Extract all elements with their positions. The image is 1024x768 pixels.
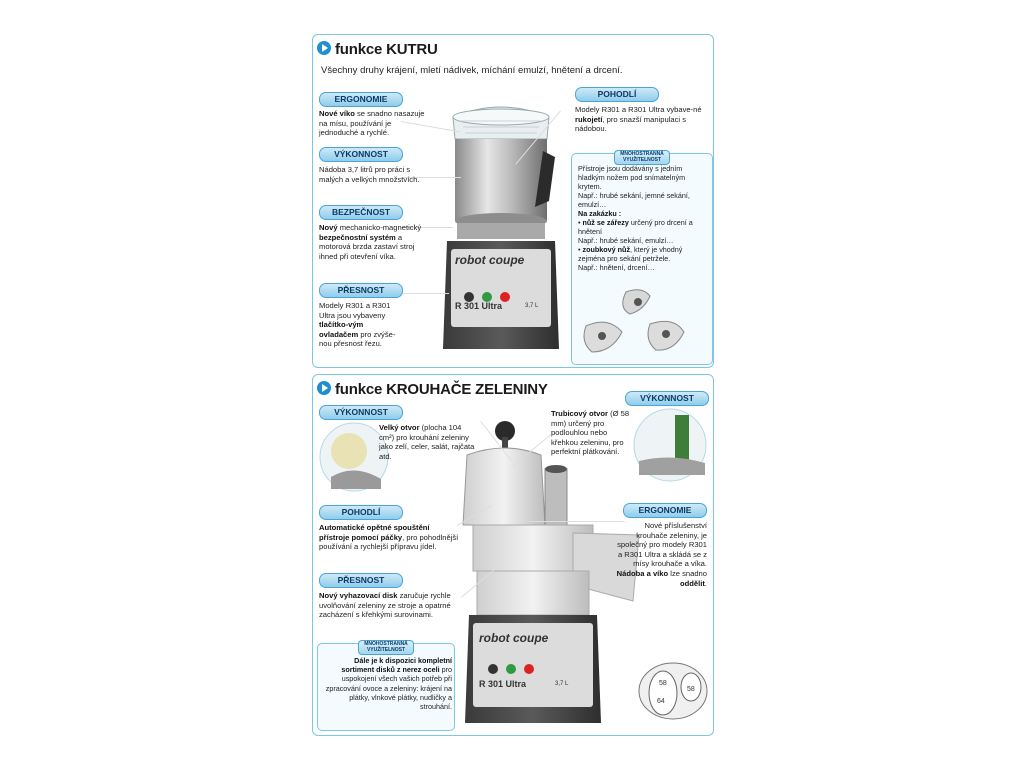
cutter-brand: robot coupe [455,253,525,267]
presnost-tag: PŘESNOST [319,283,403,298]
vykonnost-text: Nádoba 3,7 litrů pro práci s malých a velkých množstvích. [319,165,420,184]
cutter-machine-image [431,91,571,361]
presnost-text: Modely R301 a R301 Ultra jsou vybaveny tlačítko-vým ovladačem pro zvýše-nou přesnost řezu. [319,301,396,349]
callout-line [401,293,449,294]
slicer-model: R 301 Ultra [479,679,527,689]
disk-number: 58 [659,680,667,687]
slicer-title: funkce KROUHAČE ZELENINY [335,381,548,398]
versatility-tag: MNOHOSTRANNÁ VYUŽITELNOST [614,150,670,165]
callout-line [529,521,625,522]
disk-number: 64 [657,698,665,705]
ergonomie-text: Nové víko se snadno nasazuje na mísu, používání je jednoduché a rychlé. [319,109,425,138]
vykonnost-left-tag: VÝKONNOST [319,405,403,420]
pohodli-tag: POHODLÍ [319,505,403,520]
vykonnost-right-tag: VÝKONNOST [625,391,709,406]
cutter-panel [312,34,714,368]
bezpecnost-tag: BEZPEČNOST [319,205,403,220]
slicer-versatility-box [317,643,455,731]
presnost-tag: PŘESNOST [319,573,403,588]
blade-images [578,286,706,362]
pohodli-text: Modely R301 a R301 Ultra vybave-né rukojetí, pro snazší manipulaci s nádobou. [575,105,702,134]
vykonnost-tag: VÝKONNOST [319,147,403,162]
bezpecnost-text: Nový mechanicko-magnetický bezpečnostní systém a motorová brzda zastaví stroj ihned při otevření víka. [319,223,422,261]
cucumber-photo [631,407,709,483]
disk-image [633,657,711,729]
versatility-text: Přístroje jsou dodávány s jedním hladkým nožem pod snímatelným krytem. Např.: hrubé sekání, jemné sekání, emulzí… Na zakázku : • nůž se zářezy určený pro drcení a hnětení Např.: hrubé sekání, emulzí… • zoubkový nůž, který je vhodný zejména pro sekání petržele. Např.: hnětení, drcení… [578,164,693,272]
pohodli-tag: POHODLÍ [575,87,659,102]
cutter-title: funkce KUTRU [335,41,438,58]
ergonomie-tag: ERGONOMIE [623,503,707,518]
versatility-tag: MNOHOSTRANNÁ VYUŽITELNOST [358,640,414,655]
pohodli-text: Automatické opětné spouštění přístroje pomocí páčky, pro pohodlnější používání a rychlejší přípravu jídel. [319,523,459,552]
slicer-volume: 3,7 L [555,681,569,687]
disk-number: 58 [687,686,695,693]
presnost-text: Nový vyhazovací disk zaručuje rychle uvolňování zeleniny ze stroje a opatrné zacházení s křehkými surovinami. [319,591,451,620]
cutter-volume: 3,7 L [525,303,539,309]
vegetable-slicer-panel [312,374,714,736]
ergonomie-tag: ERGONOMIE [319,92,403,107]
cutter-intro: Všechny druhy krájení, mletí nádivek, míchání emulzí, hnětení a drcení. [321,65,623,76]
cutter-versatility-box [571,153,713,365]
ergonomie-text: Nové příslušenství krouhače zeleniny, je společný pro modely R301 a R301 Ultra a skládá se z mísy krouhače a víka. Nádoba a víko lze snadno oddělit. [616,521,707,588]
vykonnost-right-text: Trubicový otvor (Ø 58 mm) určený pro podlouhlou nebo křehkou zeleninu, pro perfektní plátkování. [551,409,630,457]
slicer-brand: robot coupe [479,631,549,645]
vykonnost-left-text: Velký otvor (plocha 104 cm²) pro krouhání zeleniny jako zelí, celer, salát, rajčata atd. [379,423,475,461]
cutter-model: R 301 Ultra [455,301,503,311]
play-icon [317,41,331,55]
play-icon [317,381,331,395]
versatility-text: Dále je k dispozici kompletní sortiment disků z nerez oceli pro uspokojení všech vašich potřeb při zpracování ovoce a zeleniny: krájení na plátky, vlnkové plátky, nudličky a strouhání. [325,656,452,712]
